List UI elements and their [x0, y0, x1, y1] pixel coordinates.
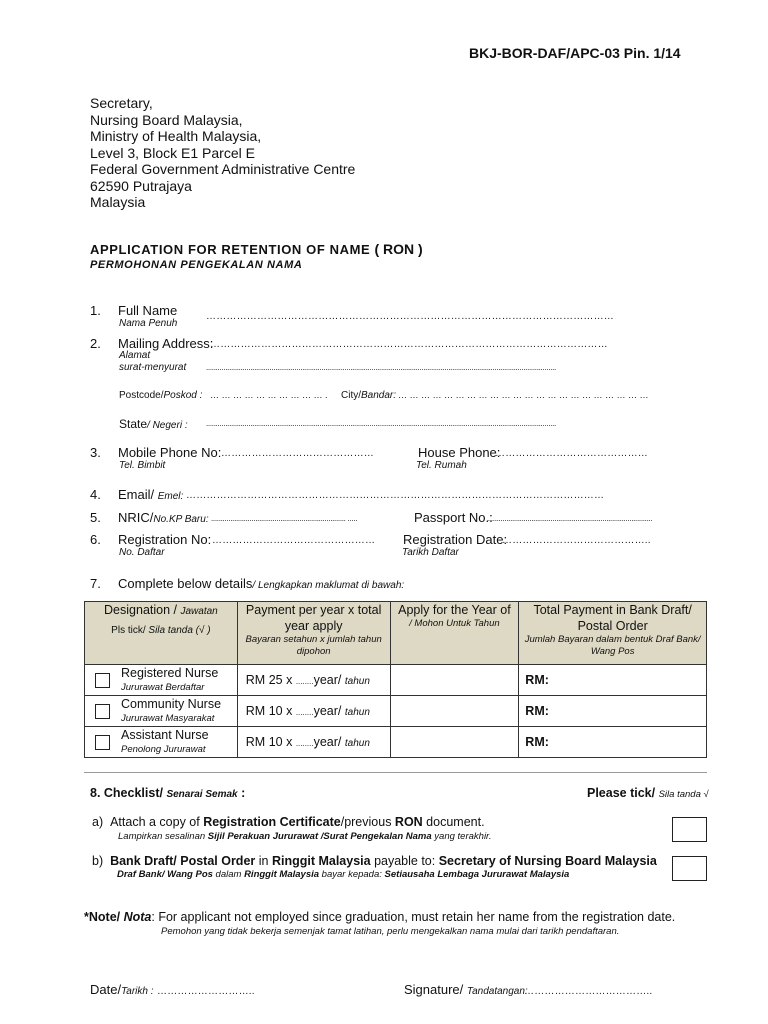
designation-name: Registered Nurse — [121, 666, 219, 680]
signature-label-my: Tandatangan: — [466, 986, 528, 997]
checklist-b-my-bold: Ringgit Malaysia — [244, 869, 320, 880]
please-tick-text: Please tick/ — [587, 786, 656, 800]
divider — [84, 772, 707, 773]
header-payment — [237, 602, 390, 665]
total-label: RM: — [525, 735, 549, 749]
registration-date-sublabel: Tarikh Daftar — [402, 547, 459, 558]
designation-name-my: Penolong Jururawat — [121, 744, 206, 755]
table-row — [85, 727, 707, 758]
address-line: Level 3, Block E1 Parcel E — [90, 144, 255, 161]
checklist-title-text: 8. Checklist/ — [90, 786, 163, 800]
checklist-b-bold: Bank Draft/ Postal Order — [110, 854, 256, 868]
payment-year-my: tahun — [344, 676, 370, 687]
note-text: : For applicant not employed since graduation, must retain her name from the registration date. — [151, 910, 676, 924]
email-label-text: Email/ — [118, 487, 155, 502]
designation-name-my: Jururawat Masyarakat — [121, 713, 215, 724]
payment-cell[interactable]: RM 10 x ........year/ tahun — [237, 696, 390, 727]
checklist-b-my-bold: Setiausaha Lembaga Jururawat Malaysia — [384, 869, 570, 880]
passport-field[interactable]: ...................................................................................... — [487, 514, 653, 523]
field-number: 6. — [90, 532, 101, 547]
date-field[interactable]: ……………………….. — [157, 986, 255, 997]
header-total-payment — [519, 602, 707, 665]
form-title — [90, 241, 423, 257]
form-title-main: APPLICATION FOR RETENTION OF NAME — [90, 242, 371, 257]
header-apply-year-my: / Mohon Untuk Tahun — [409, 618, 500, 629]
note — [84, 910, 675, 924]
payment-rate: RM 10 x — [245, 735, 293, 749]
address-line: 62590 Putrajaya — [90, 177, 192, 194]
mailing-address-label: Mailing Address: — [118, 336, 214, 351]
date-label-my: Tarikh : — [121, 986, 154, 997]
designation-name: Assistant Nurse — [121, 728, 209, 742]
mailing-address-sublabel: Alamat — [119, 350, 151, 361]
header-designation — [85, 602, 238, 665]
community-nurse-checkbox[interactable] — [95, 704, 110, 719]
table-header-row — [85, 602, 707, 665]
checklist-b-text: payable to: — [370, 854, 439, 868]
address-line: Federal Government Administrative Centre — [90, 161, 356, 177]
passport-label: Passport No.: — [414, 510, 493, 525]
checklist-a-bold: Registration Certificate — [203, 815, 341, 829]
address-line: Ministry of Health Malaysia, — [90, 128, 262, 144]
designation-cell — [85, 727, 238, 758]
payment-cell[interactable]: RM 25 x ........year/ tahun — [237, 665, 390, 696]
header-payment-my: Bayaran setahun x jumlah tahun dipohon — [245, 634, 382, 657]
header-designation-my: Jawatan — [180, 606, 218, 617]
header-payment-text: Payment per year x total year apply — [245, 603, 382, 633]
signature-field[interactable]: ……………………………….. — [524, 986, 653, 997]
postcode-label-text: Postcode/ — [119, 390, 164, 401]
payment-year-my: tahun — [344, 738, 370, 749]
please-tick-label — [587, 786, 709, 800]
address-line: Malaysia — [90, 194, 146, 210]
nric-label-text: NRIC/ — [118, 510, 154, 525]
form-subtitle: PERMOHONAN PENGEKALAN NAMA — [90, 259, 303, 271]
state-label — [119, 417, 188, 431]
address-line: Secretary, — [90, 95, 153, 111]
checklist-b-my-text: bayar kepada: — [319, 869, 385, 880]
checklist-a-my-bold: Sijil Perakuan Jururawat /Surat Pengekalan Nama — [207, 831, 432, 842]
checklist-a-text: document. — [422, 815, 485, 829]
checklist-b-tickbox[interactable] — [672, 856, 707, 881]
assistant-nurse-checkbox[interactable] — [95, 735, 110, 750]
postcode-label — [119, 390, 202, 401]
note-label-my: Nota — [123, 910, 152, 924]
table-row — [85, 696, 707, 727]
apply-year-cell[interactable] — [390, 665, 519, 696]
payment-cell[interactable]: RM 10 x ........year/ tahun — [237, 727, 390, 758]
date-label — [90, 982, 154, 997]
header-apply-year — [390, 602, 519, 665]
header-total-text: Total Payment in Bank Draft/ Postal Order — [533, 603, 692, 633]
mobile-phone-field[interactable]: ……………………………………… — [221, 448, 374, 459]
registered-nurse-checkbox[interactable] — [95, 673, 110, 688]
note-label: *Note/ — [84, 910, 121, 924]
house-phone-field[interactable]: ……………………………………… — [495, 448, 648, 459]
designation-table — [84, 601, 707, 758]
registration-no-label: Registration No: — [118, 532, 212, 547]
field-number: 2. — [90, 336, 101, 351]
payment-year: year/ — [313, 673, 342, 687]
registration-no-field[interactable]: ………………………………………… — [212, 535, 376, 546]
checklist-item-a-my — [118, 831, 492, 842]
header-total-my: Jumlah Bayaran dalam bentuk Draf Bank/ Wang Pos — [524, 634, 701, 657]
nric-field[interactable]: ...................................................................... ..... — [211, 514, 358, 523]
checklist-item-b-my — [117, 869, 569, 880]
house-phone-sublabel: Tel. Rumah — [416, 460, 467, 471]
recipient-address — [90, 95, 355, 211]
registration-date-label: Registration Date: — [403, 532, 508, 547]
designation-name-my: Jururawat Berdaftar — [121, 682, 205, 693]
email-label — [118, 487, 183, 502]
state-label-my: / Negeri : — [147, 420, 188, 431]
header-tick-my: Sila tanda (√ ) — [148, 625, 211, 636]
payment-year: year/ — [313, 704, 342, 718]
postcode-label-my: Poskod : — [163, 390, 203, 401]
checklist-a-text: Attach a copy of — [110, 815, 204, 829]
checklist-b-text: in — [255, 854, 272, 868]
full-name-sublabel: Nama Penuh — [119, 318, 178, 329]
full-name-label: Full Name — [118, 303, 178, 318]
note-my: Pemohon yang tidak bekerja semenjak tamat latihan, perlu mengekalkan nama mulai dari tarikh pendaftaran. — [161, 926, 620, 937]
apply-year-cell[interactable] — [390, 727, 519, 758]
checklist-a-my-text: Lampirkan sesalinan — [118, 831, 208, 842]
payment-rate: RM 25 x — [245, 673, 293, 687]
header-designation-text: Designation / — [104, 603, 177, 617]
header-apply-year-text: Apply for the Year of — [398, 603, 511, 617]
email-label-my: Emel: — [157, 491, 184, 502]
header-tick-text: Pls tick/ — [111, 625, 146, 636]
field-number: 1. — [90, 303, 101, 318]
checklist-a-my-text: yang terakhir. — [431, 831, 492, 842]
checklist-title — [90, 786, 245, 800]
checklist-letter: b) — [92, 854, 104, 868]
payment-rate: RM 10 x — [245, 704, 293, 718]
nric-label — [118, 510, 209, 525]
date-label-text: Date/ — [90, 982, 122, 997]
field-number: 5. — [90, 510, 101, 525]
complete-details-text: Complete below details — [118, 576, 253, 591]
total-label: RM: — [525, 673, 549, 687]
postcode-field[interactable]: … … … … … … … … … … . — [210, 390, 328, 400]
signature-label-text: Signature/ — [404, 982, 464, 997]
checklist-a-bold: RON — [394, 815, 423, 829]
total-label: RM: — [525, 704, 549, 718]
payment-year: year/ — [313, 735, 342, 749]
checklist-item-b — [92, 854, 657, 868]
mailing-address-field[interactable]: ……………………………………………………………………………………………………… — [210, 339, 608, 350]
designation-cell — [85, 665, 238, 696]
mobile-phone-sublabel: Tel. Bimbit — [119, 460, 166, 471]
total-cell[interactable] — [519, 665, 707, 696]
city-label-my: Bandar: — [361, 390, 397, 401]
form-reference-code: BKJ-BOR-DAF/APC-03 Pin. 1/14 — [469, 45, 681, 61]
checklist-letter: a) — [92, 815, 104, 829]
complete-details-my: / Lengkapkan maklumat di bawah: — [252, 580, 405, 591]
checklist-b-bold: Ringgit Malaysia — [271, 854, 371, 868]
please-tick-my: Sila tanda √ — [658, 789, 709, 800]
city-label-text: City/ — [341, 390, 361, 401]
registration-date-field[interactable]: …………………………………….. — [502, 535, 651, 546]
checklist-b-my-text: dalam — [212, 869, 245, 880]
city-label — [341, 390, 396, 401]
mobile-phone-label: Mobile Phone No: — [118, 445, 222, 460]
full-name-field[interactable]: ………………………………………………………………………………………………………… — [206, 311, 614, 322]
checklist-title-my: Senarai Semak — [166, 789, 238, 800]
field-number: 3. — [90, 445, 101, 460]
payment-year-my: tahun — [344, 707, 370, 718]
state-field[interactable]: ...................................................................................................................................................................................... — [206, 419, 556, 428]
house-phone-label: House Phone: — [418, 445, 501, 460]
checklist-b-my-bold: Draf Bank/ Wang Pos — [117, 869, 213, 880]
field-number: 7. — [90, 576, 101, 591]
mailing-address-sublabel: surat-menyurat — [119, 362, 187, 373]
complete-details-label — [118, 576, 404, 591]
checklist-b-bold: Secretary of Nursing Board Malaysia — [438, 854, 657, 868]
checklist-item-a — [92, 815, 485, 829]
state-label-text: State — [119, 417, 148, 431]
address-line: Nursing Board Malaysia, — [90, 111, 243, 128]
city-field[interactable]: … … … … … … … … … … … … … … … … … … … … … … — [398, 390, 649, 400]
mailing-address-field-line2[interactable]: ...................................................................................................................................................................................... — [206, 363, 556, 372]
table-row — [85, 665, 707, 696]
total-cell[interactable] — [519, 727, 707, 758]
nric-label-my: No.KP Baru: — [153, 514, 209, 525]
signature-label — [404, 982, 528, 997]
checklist-a-tickbox[interactable] — [672, 817, 707, 842]
designation-cell — [85, 696, 238, 727]
email-field[interactable]: …………………………………………………………………………………………………………… — [186, 490, 605, 501]
designation-name: Community Nurse — [121, 697, 222, 711]
field-number: 4. — [90, 487, 101, 502]
total-cell[interactable] — [519, 696, 707, 727]
form-title-suffix: ( RON ) — [374, 241, 423, 257]
apply-year-cell[interactable] — [390, 696, 519, 727]
registration-no-sublabel: No. Daftar — [119, 547, 165, 558]
checklist-title-end: : — [241, 786, 246, 800]
checklist-a-text: /previous — [340, 815, 395, 829]
